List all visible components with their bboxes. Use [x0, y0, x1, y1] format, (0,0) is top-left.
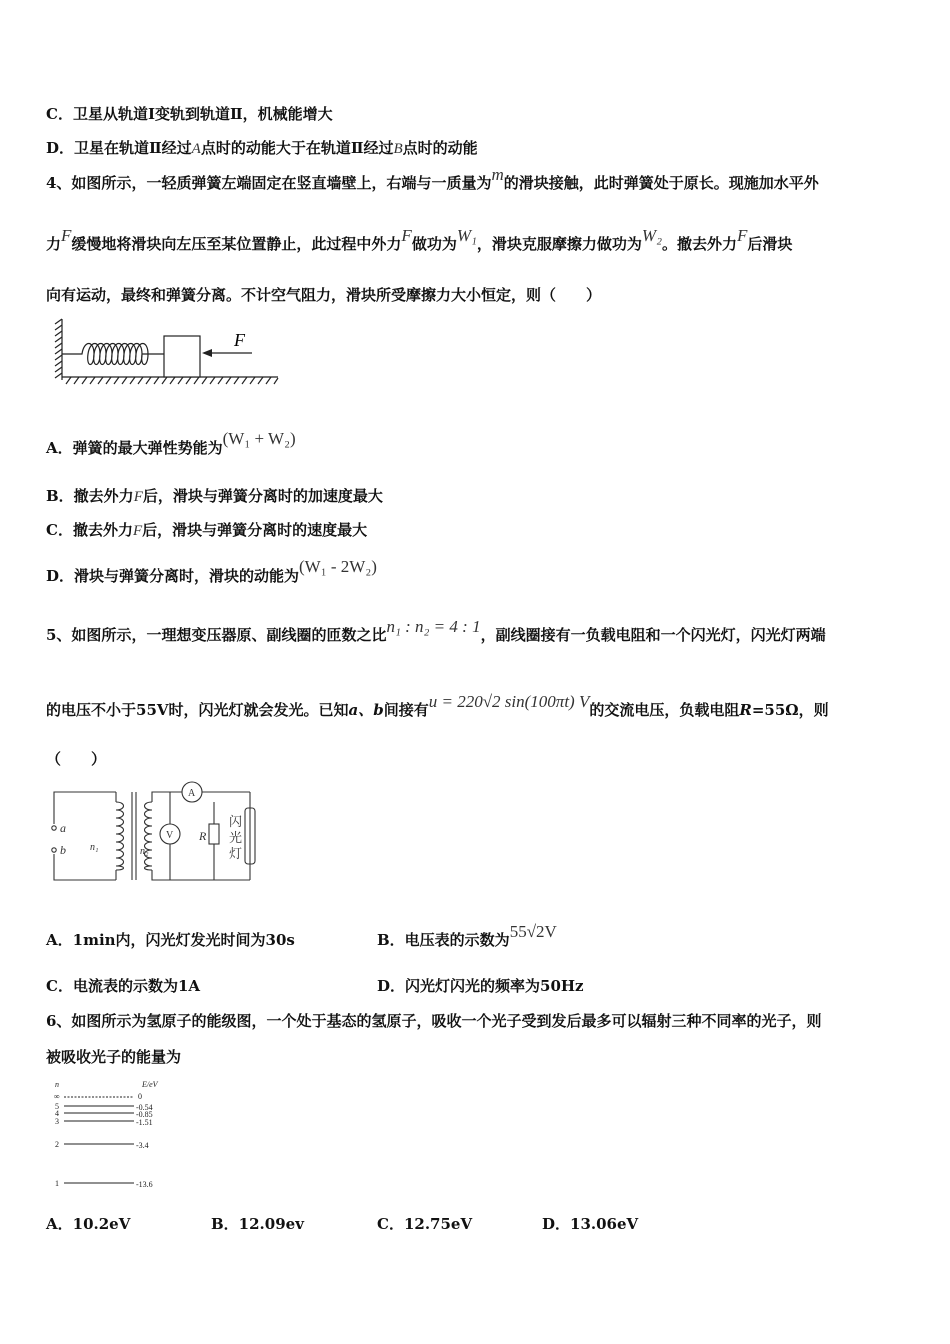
spring — [62, 344, 164, 365]
q4-option-d: D．滑块与弹簧分离时，滑块的动能为(W₁ - 2W₂) — [46, 557, 377, 585]
sliding-block — [164, 336, 200, 377]
lamp-label-2: 光 — [229, 830, 243, 845]
ammeter-label: A — [188, 788, 196, 799]
force-label: F — [234, 330, 245, 350]
q4-option-b: B．撤去外力F后，滑块与弹簧分离时的加速度最大 — [46, 487, 383, 505]
q6-stem-line2: 被吸收光子的能量为 — [46, 1048, 182, 1066]
floor — [62, 377, 278, 384]
level-n-1: 1 — [55, 1179, 59, 1188]
q4-option-c: C．撤去外力F后，滑块与弹簧分离时的速度最大 — [46, 521, 368, 539]
q6-stem-line1: 6、如图所示为氢原子的能级图，一个处于基态的氢原子，吸收一个光子受到发后最多可以辐射三种不同率的光子，则 — [46, 1012, 822, 1030]
level-e-5: -0.54 — [136, 1103, 153, 1112]
q5-stem-line3: （ ） — [46, 750, 107, 768]
q4-stem-line3: 向有运动，最终和弹簧分离。不计空气阻力，滑块所受摩擦力大小恒定，则（ ） — [46, 286, 602, 304]
q4-option-a: A．弹簧的最大弹性势能为(W₁ + W₂) — [46, 429, 296, 457]
level-n-4: 4 — [55, 1109, 59, 1118]
transformer-circuit-figure — [46, 778, 274, 886]
q4-stem-line1: 4、如图所示，一轻质弹簧左端固定在竖直墙壁上，右端与一质量为m的滑块接触，此时弹簧处于原长。现施加水平外 — [46, 165, 819, 192]
n-header: n — [55, 1080, 59, 1089]
level-e-2: -3.4 — [136, 1141, 149, 1150]
q5-stem-line1: 5、如图所示，一理想变压器原、副线圈的匝数之比n₁ : n₂ = 4 : 1，副线圈接有一负载电阻和一个闪光灯，闪光灯两端 — [46, 617, 826, 644]
n2-label: n₂ — [140, 846, 149, 857]
q5-stem-line2: 的电压不小于55V时，闪光灯就会发光。已知a、b间接有u = 220√2 sin(100πt) V的交流电压，负载电阻R=55Ω，则 — [46, 692, 829, 719]
voltmeter-label: V — [166, 830, 174, 841]
lamp-label-3: 灯 — [229, 846, 243, 861]
level-n-inf: ∞ — [54, 1092, 60, 1101]
q6-option-c: C．12.75eV — [377, 1215, 473, 1233]
q3-option-d: D．卫星在轨道Ⅱ经过A点时的动能大于在轨道Ⅱ经过B点时的动能 — [46, 139, 478, 157]
energy-level-diagram — [52, 1078, 182, 1192]
q5-option-b: B．电压表的示数为55√2V — [377, 922, 557, 949]
q3-option-c: C．卫星从轨道Ⅰ变轨到轨道Ⅱ，机械能增大 — [46, 105, 333, 123]
level-e-3: -1.51 — [136, 1118, 153, 1127]
terminal-b-label: b — [60, 843, 66, 857]
force-arrow — [202, 349, 252, 357]
level-n-3: 3 — [55, 1117, 59, 1126]
spring-block-figure — [52, 314, 282, 389]
energy-header: E/eV — [142, 1080, 158, 1089]
q5-option-c: C．电流表的示数为1A — [46, 977, 201, 995]
wall — [55, 319, 62, 380]
level-n-5: 5 — [55, 1102, 59, 1111]
q4-stem-line2: 力F缓慢地将滑块向左压至某位置静止，此过程中外力F做功为W₁，滑块克服摩擦力做功为W₂。撤去外力F后滑块 — [46, 226, 793, 253]
q5-option-d: D．闪光灯闪光的频率为50Hz — [377, 977, 584, 995]
q5-option-a: A．1min内，闪光灯发光时间为30s — [46, 931, 295, 949]
q6-option-b: B．12.09ev — [211, 1215, 304, 1233]
level-e-1: -13.6 — [136, 1180, 153, 1189]
lamp-label-1: 闪 — [229, 814, 243, 829]
q6-option-a: A．10.2eV — [46, 1215, 131, 1233]
terminal-a-label: a — [60, 821, 66, 835]
resistor-label: R — [199, 829, 207, 843]
secondary-coil — [145, 802, 153, 870]
level-n-2: 2 — [55, 1140, 59, 1149]
level-e-inf: 0 — [138, 1092, 142, 1101]
level-e-4: -0.85 — [136, 1110, 153, 1119]
resistor — [209, 824, 219, 844]
n1-label: n₁ — [90, 842, 99, 853]
q6-option-d: D．13.06eV — [542, 1215, 639, 1233]
primary-coil — [116, 802, 124, 870]
